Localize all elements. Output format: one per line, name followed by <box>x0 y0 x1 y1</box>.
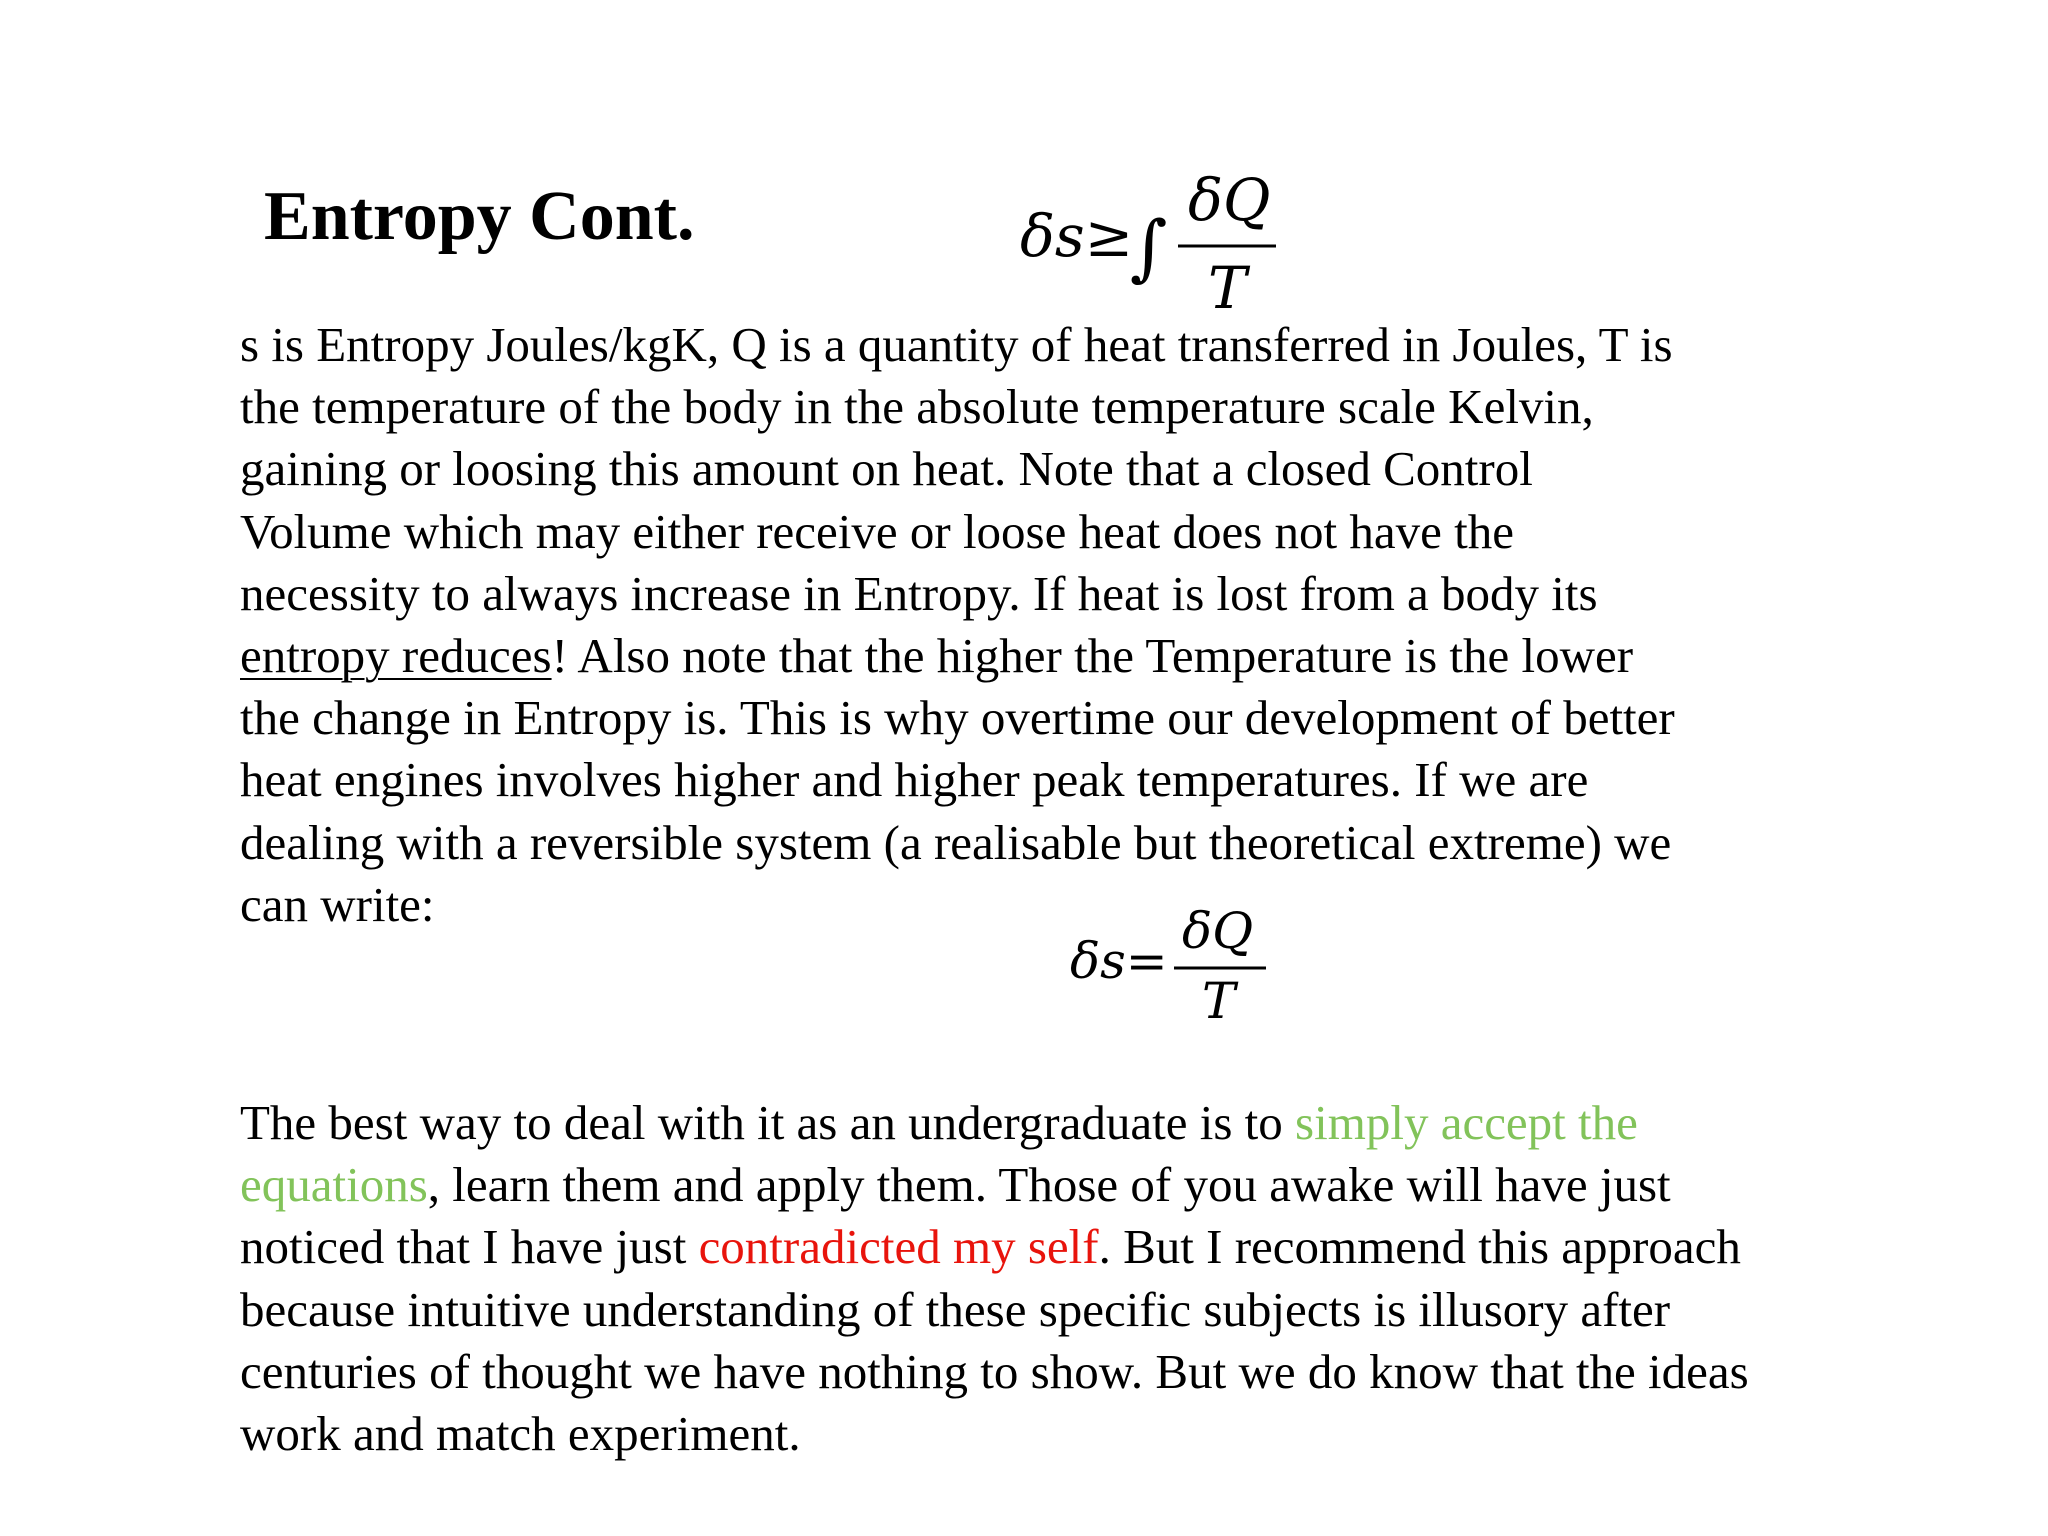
text-line: the change in Entropy is. This is why overtime our development of better <box>240 690 1675 746</box>
equation-denominator: T <box>1208 254 1247 322</box>
equation-denominator: T <box>1202 972 1236 1030</box>
text-fragment: The best way to deal with it as an undergraduate is to <box>240 1095 1296 1150</box>
equation-lhs: δs≥ <box>1020 202 1134 270</box>
text-line: gaining or loosing this amount on heat. Note that a closed Control <box>240 441 1533 497</box>
integral-sign: ∫ <box>1130 205 1168 289</box>
text-line: because intuitive understanding of these specific subjects is illusory after <box>240 1281 1671 1337</box>
entropy-inequality-equation <box>1020 160 1320 320</box>
text-line: s is Entropy Joules/kgK, Q is a quantity of heat transferred in Joules, T is <box>240 317 1673 372</box>
equation-numerator: δQ <box>1182 902 1254 960</box>
green-highlight: equations <box>240 1157 428 1213</box>
equation-numerator: δQ <box>1188 166 1271 234</box>
text-fragment: . But I recommend this approach <box>1098 1219 1741 1275</box>
text-line: heat engines involves higher and higher peak temperatures. If we are <box>240 752 1589 808</box>
text-line: the temperature of the body in the absolute temperature scale Kelvin, <box>240 379 1594 435</box>
text-line: Volume which may either receive or loose heat does not have the <box>240 503 1515 559</box>
underlined-phrase: entropy reduces <box>240 628 552 684</box>
text-line: dealing with a reversible system (a realisable but theoretical extreme) we <box>240 814 1672 870</box>
text-line: necessity to always increase in Entropy. If heat is lost from a body its <box>240 565 1598 621</box>
text-line: can write: <box>240 876 435 932</box>
entropy-equality-equation <box>1070 902 1290 1038</box>
text-line <box>240 625 1840 687</box>
equation-lhs: δs= <box>1070 932 1168 990</box>
paragraph-advice <box>240 1092 1890 1465</box>
green-highlight: simply accept the <box>1295 1095 1638 1150</box>
red-highlight: contradicted my self <box>698 1219 1099 1275</box>
paragraph-entropy-definition <box>240 314 1840 936</box>
text-line: centuries of thought we have nothing to show. But we do know that the ideas <box>240 1343 1749 1399</box>
text-line <box>240 1154 1890 1216</box>
text-fragment: , learn them and apply them. Those of you awake will have just <box>427 1157 1671 1213</box>
text-fragment: ! Also note that the higher the Temperature is the lower <box>551 628 1634 684</box>
slide-title: Entropy Cont. <box>264 178 695 255</box>
text-line <box>240 1092 1890 1154</box>
text-line <box>240 1216 1890 1278</box>
text-fragment: noticed that I have just <box>240 1219 699 1275</box>
text-line: work and match experiment. <box>240 1406 801 1462</box>
